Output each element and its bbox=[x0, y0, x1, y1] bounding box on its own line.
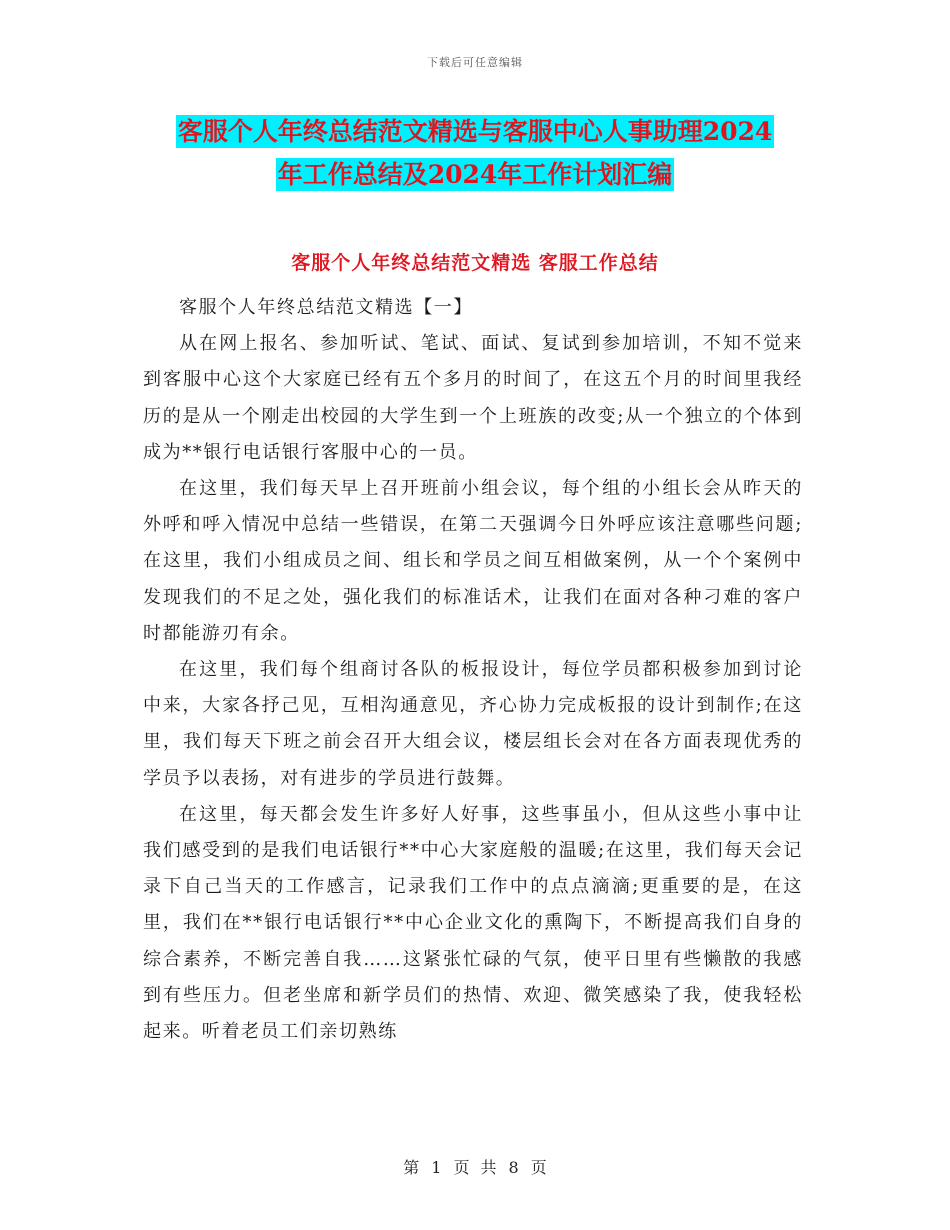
document-title bbox=[140, 110, 810, 196]
paragraph: 在这里，每天都会发生许多好人好事，这些事虽小，但从这些小事中让我们感受到的是我们电话银行**中心大家庭般的温暖;在这里，我们每天会记录下自己当天的工作感言，记录我们工作中的点点滴滴;更重要的是，在这里，我们在**银行电话银行**中心企业文化的熏陶下，不断提高我们自身的综合素养，不断完善自我……这紧张忙碌的气氛，使平日里有些懒散的我感到有些压力。但老坐席和新学员们的热情、欢迎、微笑感染了我，使我轻松起来。听着老员工们亲切熟练 bbox=[143, 803, 803, 1043]
header-note: 下载后可任意编辑 bbox=[427, 56, 523, 69]
page-label-prefix: 第 bbox=[403, 1158, 420, 1177]
paragraph: 客服个人年终总结范文精选【一】 bbox=[179, 297, 473, 318]
page-footer bbox=[0, 1155, 950, 1178]
title-line-1: 客服个人年终总结范文精选与客服中心人事助理2024 bbox=[177, 117, 773, 146]
page-label-suffix: 页 bbox=[530, 1158, 547, 1177]
paragraph: 从在网上报名、参加听试、笔试、面试、复试到参加培训，不知不觉来到客服中心这个大家庭已经有五个多月的时间了，在这五个月的时间里我经历的是从一个刚走出校园的大学生到一个上班族的改变;从一个独立的个体到成为**银行电话银行客服中心的一员。 bbox=[143, 333, 803, 463]
section-heading: 客服个人年终总结范文精选 客服工作总结 bbox=[291, 252, 659, 274]
body-text bbox=[143, 290, 803, 1050]
page-current: 1 bbox=[431, 1158, 442, 1177]
paragraph: 在这里，我们每个组商讨各队的板报设计，每位学员都积极参加到讨论中来，大家各抒己见，互相沟通意见，齐心协力完成板报的设计到制作;在这里，我们每天下班之前会召开大组会议，楼层组长会对在各方面表现优秀的学员予以表扬，对有进步的学员进行鼓舞。 bbox=[143, 659, 803, 789]
page-total: 8 bbox=[508, 1158, 519, 1177]
paragraph: 在这里，我们每天早上召开班前小组会议，每个组的小组长会从昨天的外呼和呼入情况中总结一些错误，在第二天强调今日外呼应该注意哪些问题;在这里，我们小组成员之间、组长和学员之间互相做案例，从一个个案例中发现我们的不足之处，强化我们的标准话术，让我们在面对各种刁难的客户时都能游刃有余。 bbox=[143, 478, 803, 644]
page-label-mid: 页 共 bbox=[453, 1158, 497, 1177]
title-line-2: 年工作总结及2024年工作计划汇编 bbox=[277, 160, 673, 189]
